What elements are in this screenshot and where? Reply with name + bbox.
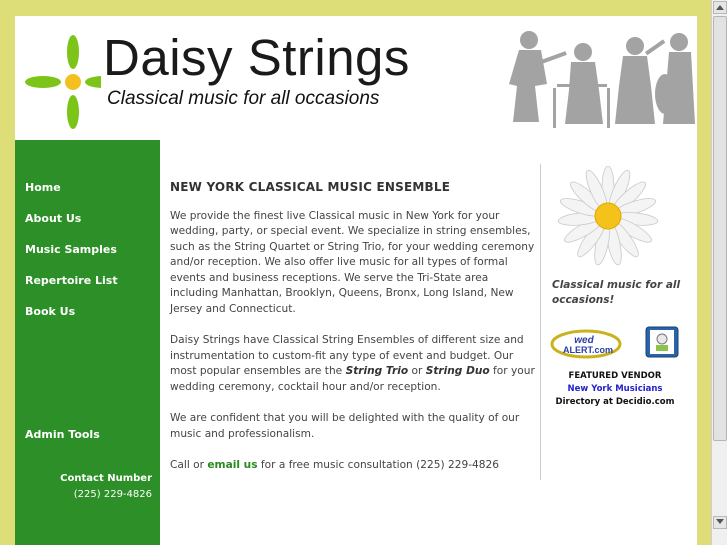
ensembles-paragraph (170, 333, 535, 395)
header (15, 16, 697, 140)
string-trio-text: String Trio (345, 365, 409, 377)
nav-book-us[interactable]: Book Us (25, 305, 76, 318)
site-title: Daisy Strings (103, 29, 410, 86)
string-quartet-illustration (495, 24, 695, 134)
featured-vendor-suffix: Directory at Decidio.com (555, 397, 675, 407)
ensembles-text-or: or (408, 365, 426, 377)
site-tagline: Classical music for all occasions (107, 88, 380, 109)
main-content (170, 180, 535, 474)
scroll-up-arrow-icon[interactable] (713, 1, 727, 14)
contact-text-b: for a free music consultation (225) 229-4826 (257, 459, 499, 471)
intro-paragraph: We provide the finest live Classical music in New York for your wedding, party, or special event. We specialize in string ensembles, such as the String Quartet or String Trio, for your wedding ceremony and/or reception. We also offer live music for all types of formal events and business receptions. We serve the Tri-State area including Manhattan, Brooklyn, Queens, Bronx, Long Island, New Jersey and Connecticut. (170, 209, 535, 315)
decidio-badge-icon[interactable] (645, 326, 679, 358)
contact-text-a: Call or (170, 459, 208, 471)
featured-vendor-block (548, 370, 682, 409)
sidebar (15, 140, 160, 545)
nav-admin-tools[interactable]: Admin Tools (25, 428, 100, 441)
wedalert-logo[interactable] (550, 326, 628, 360)
ensembles-text-b: for your wedding ceremony, cocktail hour and/or reception. (170, 365, 535, 393)
string-duo-text: String Duo (425, 365, 490, 377)
page-heading: NEW YORK CLASSICAL MUSIC ENSEMBLE (170, 180, 451, 194)
page (15, 16, 697, 545)
email-us-link[interactable]: email us (207, 459, 258, 471)
column-divider (540, 164, 541, 480)
vertical-scrollbar[interactable] (711, 0, 727, 545)
right-tagline: Classical music for all occasions! (552, 279, 681, 306)
quality-paragraph: We are confident that you will be delighted with the quality of our music and professionalism. (170, 412, 520, 440)
scrollbar-thumb[interactable] (713, 16, 727, 441)
nav-repertoire-list[interactable]: Repertoire List (25, 274, 118, 287)
nav-music-samples[interactable]: Music Samples (25, 243, 117, 256)
featured-vendor-title: FEATURED VENDOR (568, 371, 662, 381)
nav-about-us[interactable]: About Us (25, 212, 82, 225)
daisy-logo-icon (21, 26, 101, 136)
ensembles-text-a: Daisy Strings have Classical String Ensembles of different size and instrumentation to custom-fit any type of event and budget. Our most popular ensembles are the (170, 334, 524, 377)
new-york-musicians-link[interactable]: New York Musicians (567, 384, 663, 394)
svg-text:wed: wed (574, 335, 594, 346)
scroll-down-arrow-icon[interactable] (713, 516, 727, 529)
nav-home[interactable]: Home (25, 181, 61, 194)
contact-label: Contact Number (60, 473, 152, 484)
contact-paragraph (170, 458, 535, 474)
daisy-flower-image (558, 166, 658, 266)
contact-phone: (225) 229-4826 (73, 489, 152, 500)
svg-text:ALERT.com: ALERT.com (562, 345, 614, 355)
